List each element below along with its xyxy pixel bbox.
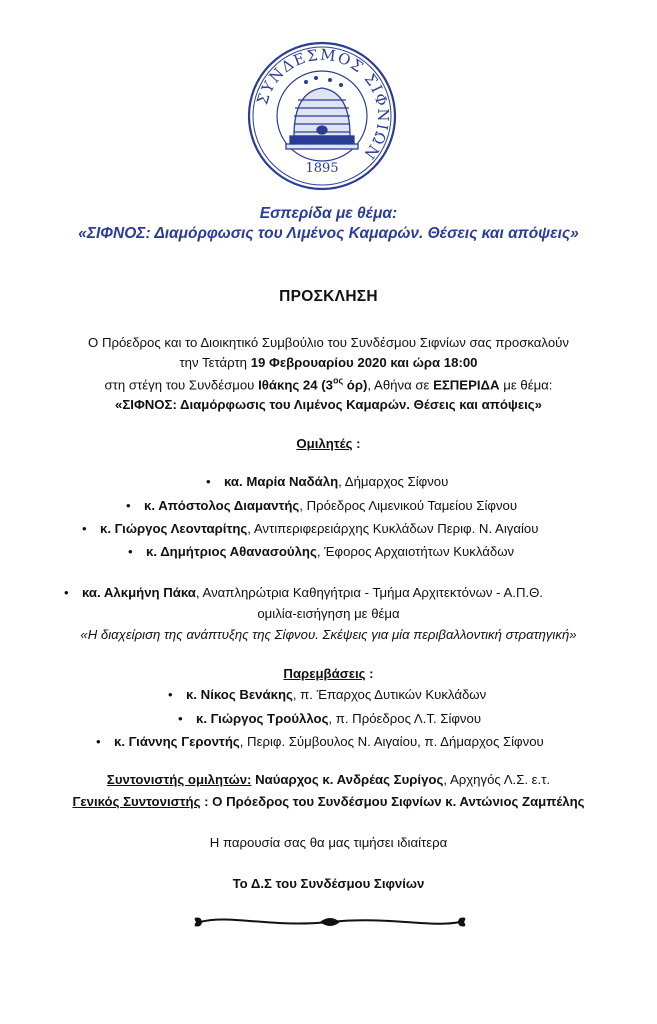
speaker-item: • κ. Δημήτριος Αθανασούλης, Έφορος Αρχαιοτήτων Κυκλάδων: [128, 544, 515, 559]
event-title-line2: «ΣΙΦΝΟΣ: Διαμόρφωσις του Λιμένος Καμαρών. Θέσεις και απόψεις»: [78, 225, 579, 242]
seal-ring-text: ΣΥΝΔΕΣΜΟΣ ΣΙΦΝΙΩΝ: [253, 45, 393, 164]
beehive-icon: [286, 88, 358, 149]
speakers-moderator: Συντονιστής ομιλητών: Ναύαρχος κ. Ανδρέας Συρίγος, Αρχηγός Λ.Σ. ε.τ.: [106, 772, 551, 787]
intro-line-1: Ο Πρόεδρος και το Διοικητικό Συμβούλιο του Συνδέσμου Σιφνίων σας προσκαλούν: [88, 335, 569, 350]
event-title-line1: Εσπερίδα με θέμα:: [259, 205, 398, 222]
interventions-heading: Παρεμβάσεις :: [283, 666, 374, 681]
speaker-item: • κ. Γιώργος Λεονταρίτης, Αντιπεριφερειάρχης Κυκλάδων Περιφ. Ν. Αιγαίου: [82, 521, 539, 536]
ornamental-divider: [190, 912, 470, 932]
keynote-speaker-item: • κα. Αλκμήνη Πάκα, Αναπληρώτρια Καθηγήτρια - Τμήμα Αρχιτεκτόνων - Α.Π.Θ.: [64, 585, 544, 600]
invitation-heading: ΠΡΟΣΚΛΗΣΗ: [279, 288, 378, 305]
seal-year: 1895: [305, 161, 339, 176]
association-seal-logo: [246, 40, 398, 192]
signature: Το Δ.Σ του Συνδέσμου Σιφνίων: [232, 876, 425, 891]
intervention-item: • κ. Νίκος Βενάκης, π. Έπαρχος Δυτικών Κυκλάδων: [168, 687, 487, 702]
intervention-item: • κ. Γιώργος Τρούλλος, π. Πρόεδρος Λ.Τ. Σίφνου: [178, 711, 482, 726]
intro-line-3: στη στέγη του Συνδέσμου Ιθάκης 24 ($3^{o\varsigma}$ όρ), Αθήνα σε ΕΣΠΕΡΙΔΑ με θέμα:: [104, 376, 553, 393]
keynote-topic: «Η διαχείριση της ανάπτυξης της Σίφνου. Σκέψεις για μία περιβαλλοντική στρατηγική»: [80, 627, 577, 642]
closing-note: Η παρουσία σας θα μας τιμήσει ιδιαίτερα: [209, 835, 448, 850]
keynote-line-2: ομιλία-εισήγηση με θέμα: [257, 606, 400, 621]
intro-line-2: την Τετάρτη 19 Φεβρουαρίου 2020 και ώρα 18:00: [179, 355, 478, 370]
bees-icon: [304, 76, 343, 87]
intro-line-4: «ΣΙΦΝΟΣ: Διαμόρφωσις του Λιμένος Καμαρών. Θέσεις και απόψεις»: [115, 397, 542, 412]
general-moderator: Γενικός Συντονιστής : Ο Πρόεδρος του Συνδέσμου Σιφνίων κ. Αντώνιος Ζαμπέλης: [72, 794, 585, 809]
speaker-item: • κα. Μαρία Ναδάλη, Δήμαρχος Σίφνου: [206, 474, 449, 489]
intervention-item: • κ. Γιάννης Γεροντής, Περιφ. Σύμβουλος Ν. Αιγαίου, π. Δήμαρχος Σίφνου: [96, 734, 544, 749]
speaker-item: • κ. Απόστολος Διαμαντής, Πρόεδρος Λιμενικού Ταμείου Σίφνου: [126, 498, 518, 513]
speakers-heading: Ομιλητές :: [296, 436, 361, 451]
